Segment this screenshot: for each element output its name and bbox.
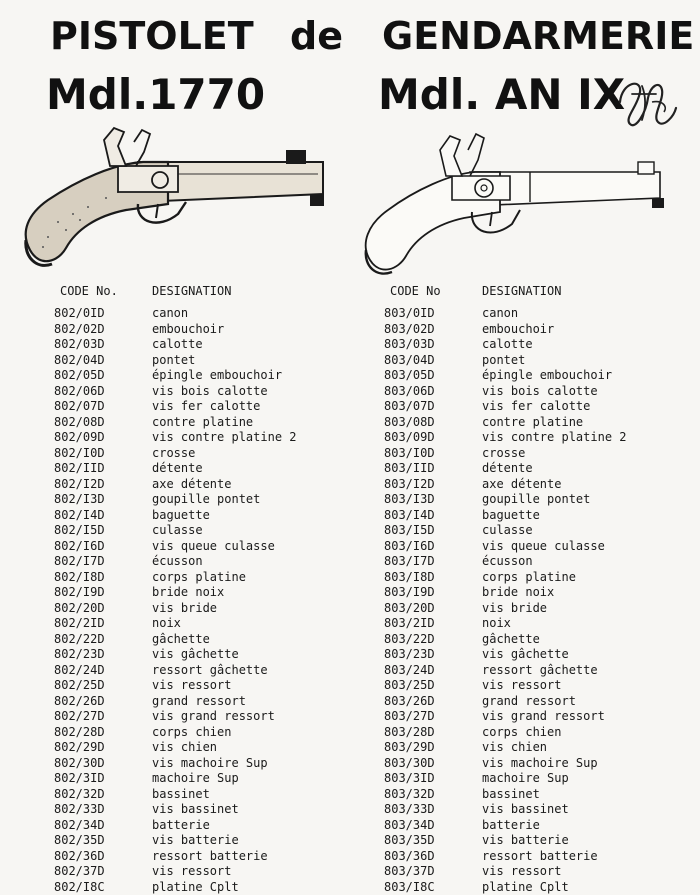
part-code: 802/03D [54,337,142,353]
part-designation: baguette [152,508,210,524]
table-row [380,663,700,679]
table-row [380,864,700,880]
part-code: 802/24D [54,663,142,679]
table-row [50,461,370,477]
part-designation: calotte [482,337,533,353]
table-row [50,368,370,384]
part-code: 803/20D [384,601,472,617]
table-row [50,477,370,493]
table-row [380,725,700,741]
part-designation: bride noix [152,585,224,601]
table-row [50,818,370,834]
table-row [380,585,700,601]
title-de: de [290,14,343,58]
part-code: 803/I6D [384,539,472,555]
table-row [50,678,370,694]
part-code: 802/09D [54,430,142,446]
table-row [50,663,370,679]
part-designation: vis ressort [482,678,561,694]
part-designation: platine Cplt [482,880,569,895]
table-row [380,554,700,570]
part-designation: embouchoir [482,322,554,338]
table-row [50,787,370,803]
part-code: 802/I5D [54,523,142,539]
part-code: 803/36D [384,849,472,865]
part-designation: bride noix [482,585,554,601]
part-designation: vis chien [152,740,217,756]
table-row [50,523,370,539]
part-code: 802/I7D [54,554,142,570]
table-row [50,694,370,710]
part-code: 802/20D [54,601,142,617]
table-row [50,384,370,400]
part-code: 802/0ID [54,306,142,322]
table-row [50,632,370,648]
part-code: 802/07D [54,399,142,415]
part-code: 803/I2D [384,477,472,493]
part-code: 803/28D [384,725,472,741]
part-code: 802/26D [54,694,142,710]
table-row [50,849,370,865]
part-code: 803/I8D [384,570,472,586]
part-designation: vis grand ressort [152,709,275,725]
table-row [50,647,370,663]
part-designation: pontet [482,353,525,369]
table-row [380,508,700,524]
title-pistolet: PISTOLET [50,14,254,58]
column-header-code: CODE No [390,284,441,298]
table-row [380,880,700,895]
part-code: 803/08D [384,415,472,431]
part-designation: vis machoire Sup [152,756,268,772]
table-row [380,322,700,338]
part-code: 803/32D [384,787,472,803]
part-designation: calotte [152,337,203,353]
table-row [380,337,700,353]
table-row [380,756,700,772]
table-row [50,740,370,756]
part-code: 802/IID [54,461,142,477]
table-row [50,337,370,353]
part-code: 802/37D [54,864,142,880]
part-designation: batterie [482,818,540,834]
part-code: 803/2ID [384,616,472,632]
part-designation: corps platine [482,570,576,586]
part-code: 803/37D [384,864,472,880]
part-designation: crosse [482,446,525,462]
table-row [50,570,370,586]
part-designation: vis queue culasse [152,539,275,555]
part-code: 803/3ID [384,771,472,787]
table-row [380,740,700,756]
part-designation: goupille pontet [152,492,260,508]
part-designation: crosse [152,446,195,462]
column-header-designation: DESIGNATION [482,284,561,298]
table-row [380,523,700,539]
part-designation: corps chien [152,725,231,741]
parts-list-1770 [50,306,370,895]
part-code: 803/04D [384,353,472,369]
part-code: 803/07D [384,399,472,415]
parts-list-an-ix [380,306,700,895]
part-designation: ressort batterie [152,849,268,865]
part-designation: vis batterie [482,833,569,849]
table-row [380,353,700,369]
part-designation: écusson [152,554,203,570]
table-row [50,306,370,322]
table-row [50,725,370,741]
part-designation: vis gâchette [152,647,239,663]
part-code: 803/05D [384,368,472,384]
part-designation: épingle embouchoir [482,368,612,384]
part-designation: bassinet [482,787,540,803]
part-designation: ressort batterie [482,849,598,865]
table-row [50,446,370,462]
part-designation: vis queue culasse [482,539,605,555]
part-designation: canon [482,306,518,322]
pistol-1770-illustration-icon [18,122,340,277]
table-row [50,353,370,369]
title-model-an-ix: Mdl. AN IX [378,70,625,119]
part-code: 803/34D [384,818,472,834]
part-designation: vis ressort [482,864,561,880]
table-row [380,446,700,462]
part-code: 802/34D [54,818,142,834]
table-row [50,833,370,849]
table-row [380,430,700,446]
part-designation: grand ressort [482,694,576,710]
part-code: 802/I4D [54,508,142,524]
part-designation: bassinet [152,787,210,803]
table-row [380,616,700,632]
part-designation: vis bassinet [152,802,239,818]
part-designation: machoire Sup [482,771,569,787]
table-row [50,322,370,338]
table-row [380,539,700,555]
part-code: 802/33D [54,802,142,818]
part-designation: corps chien [482,725,561,741]
table-row [380,384,700,400]
part-code: 803/I7D [384,554,472,570]
part-code: 802/3ID [54,771,142,787]
table-row [380,306,700,322]
part-designation: culasse [482,523,533,539]
table-row [380,415,700,431]
table-row [50,601,370,617]
part-code: 802/I6D [54,539,142,555]
part-designation: noix [482,616,511,632]
part-code: 802/29D [54,740,142,756]
part-designation: culasse [152,523,203,539]
table-row [50,508,370,524]
part-code: 802/23D [54,647,142,663]
table-row [50,709,370,725]
part-code: 802/04D [54,353,142,369]
table-row [50,585,370,601]
part-code: 803/23D [384,647,472,663]
table-row [380,771,700,787]
part-code: 803/33D [384,802,472,818]
part-code: 803/25D [384,678,472,694]
part-designation: vis machoire Sup [482,756,598,772]
part-designation: écusson [482,554,533,570]
table-row [50,492,370,508]
part-code: 802/I8D [54,570,142,586]
table-row [380,492,700,508]
part-code: 802/I9D [54,585,142,601]
part-designation: grand ressort [152,694,246,710]
part-designation: détente [152,461,203,477]
part-designation: détente [482,461,533,477]
part-designation: contre platine [482,415,583,431]
part-code: 802/02D [54,322,142,338]
table-row [380,368,700,384]
part-designation: vis contre platine 2 [482,430,627,446]
part-code: 803/I8C [384,880,472,895]
table-row [50,430,370,446]
part-designation: embouchoir [152,322,224,338]
part-code: 802/I0D [54,446,142,462]
table-row [380,787,700,803]
part-code: 803/0ID [384,306,472,322]
signature-monogram-icon [612,72,682,132]
part-designation: vis fer calotte [482,399,590,415]
part-designation: vis fer calotte [152,399,260,415]
table-row [380,709,700,725]
part-designation: batterie [152,818,210,834]
table-row [50,616,370,632]
part-designation: vis bride [482,601,547,617]
part-designation: corps platine [152,570,246,586]
part-designation: goupille pontet [482,492,590,508]
part-code: 803/I3D [384,492,472,508]
part-code: 802/I8C [54,880,142,895]
table-row [380,833,700,849]
part-code: 803/02D [384,322,472,338]
part-code: 803/I9D [384,585,472,601]
table-row [50,539,370,555]
part-code: 803/27D [384,709,472,725]
part-code: 802/I3D [54,492,142,508]
part-code: 803/06D [384,384,472,400]
part-code: 803/24D [384,663,472,679]
part-designation: platine Cplt [152,880,239,895]
table-row [50,415,370,431]
table-row [380,399,700,415]
part-code: 802/36D [54,849,142,865]
column-header-code: CODE No. [60,284,118,298]
part-code: 802/2ID [54,616,142,632]
part-designation: vis ressort [152,678,231,694]
pistol-an-ix-illustration-icon [360,128,670,283]
part-designation: noix [152,616,181,632]
table-row [380,694,700,710]
table-row [380,802,700,818]
part-designation: vis contre platine 2 [152,430,297,446]
part-designation: axe détente [482,477,561,493]
part-designation: vis bois calotte [152,384,268,400]
part-designation: gâchette [482,632,540,648]
title-gendarmerie: GENDARMERIE [382,14,694,58]
part-code: 802/32D [54,787,142,803]
part-code: 803/29D [384,740,472,756]
part-code: 802/06D [54,384,142,400]
part-designation: épingle embouchoir [152,368,282,384]
part-designation: canon [152,306,188,322]
part-code: 803/26D [384,694,472,710]
part-code: 803/IID [384,461,472,477]
table-row [380,678,700,694]
part-designation: vis bois calotte [482,384,598,400]
part-code: 802/05D [54,368,142,384]
table-row [380,570,700,586]
table-row [50,771,370,787]
part-designation: vis batterie [152,833,239,849]
part-code: 803/I0D [384,446,472,462]
table-row [50,399,370,415]
part-designation: vis ressort [152,864,231,880]
table-row [380,849,700,865]
table-row [380,477,700,493]
part-code: 802/28D [54,725,142,741]
part-designation: ressort gâchette [152,663,268,679]
table-row [380,461,700,477]
part-code: 803/09D [384,430,472,446]
part-code: 803/30D [384,756,472,772]
column-header-designation: DESIGNATION [152,284,231,298]
part-code: 802/25D [54,678,142,694]
part-code: 803/03D [384,337,472,353]
part-designation: ressort gâchette [482,663,598,679]
title-model-1770: Mdl.1770 [46,70,265,119]
part-code: 802/08D [54,415,142,431]
part-code: 802/22D [54,632,142,648]
part-code: 803/35D [384,833,472,849]
part-code: 802/27D [54,709,142,725]
part-designation: baguette [482,508,540,524]
part-designation: gâchette [152,632,210,648]
part-designation: machoire Sup [152,771,239,787]
table-row [380,601,700,617]
part-designation: contre platine [152,415,253,431]
part-code: 803/I5D [384,523,472,539]
part-code: 802/35D [54,833,142,849]
part-designation: vis grand ressort [482,709,605,725]
part-designation: axe détente [152,477,231,493]
part-code: 803/I4D [384,508,472,524]
table-row [50,802,370,818]
part-designation: vis bassinet [482,802,569,818]
part-code: 803/22D [384,632,472,648]
table-row [50,880,370,895]
part-designation: vis bride [152,601,217,617]
table-row [50,554,370,570]
table-row [50,864,370,880]
part-designation: vis gâchette [482,647,569,663]
table-row [50,756,370,772]
table-row [380,632,700,648]
part-designation: vis chien [482,740,547,756]
part-code: 802/30D [54,756,142,772]
part-code: 802/I2D [54,477,142,493]
table-row [380,818,700,834]
part-designation: pontet [152,353,195,369]
table-row [380,647,700,663]
